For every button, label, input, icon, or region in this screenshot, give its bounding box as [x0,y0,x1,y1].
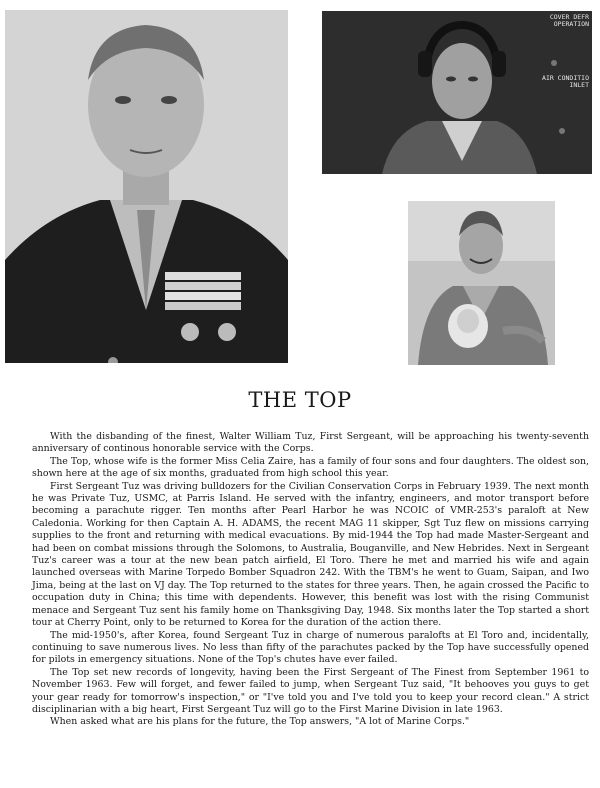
portrait-illustration [5,10,288,363]
article-paragraph: With the disbanding of the finest, Walter William Tuz, First Sergeant, will be approaching his twenty-seventh anniversary of continous honorable service with the Corps. [32,431,589,455]
article-paragraph: The mid-1950's, after Korea, found Sergeant Tuz in charge of numerous paralofts at El Toro and, incidentally, continuing to save numerous lives. No less than fifty of the parachutes packed by the Top have successfully opened for pilots in emergency situations. None of the Top's chutes have ever failed. [32,629,589,666]
father-and-child-photo [408,201,555,365]
article-paragraph: The Top, whose wife is the former Miss Celia Zaire, has a family of four sons and four daughters. The oldest son, shown here at the age of six months, graduated from high school this year. [32,455,589,480]
mechanic-photo [322,11,592,174]
stencil-label-top: COVER DEFR OPERATION [549,13,589,28]
mechanic-illustration [322,11,592,174]
article-body [32,431,589,729]
article-paragraph: When asked what are his plans for the future, the Top answers, "A lot of Marine Corps." [50,716,470,728]
portrait-photo [5,10,288,363]
article-paragraph: First Sergeant Tuz was driving bulldozers for the Civilian Conservation Corps in February 1939. The next month he was Private Tuz, USMC, at Parris Island. He served with the infantry, engineers, and motor transport before becoming a parachute rigger. Ten months after Pearl Harbor he was NCOIC of VMR-253's paraloft at New Caledonia. Working for then Captain A. H. ADAMS, the recent MAG 11 skipper, Sgt Tuz flew on missions carrying supplies to the front and returning with medical evacuations. By mid-1944 the Top had made Master-Sergeant and had been on combat missions through the Solomons, to Australia, Bouganville, and New Hebrides. Next in Sergeant Tuz's career was a tour at the new bean patch airfield, El Toro. There he met and married his wife and again launched overseas with Marine Torpedo Bomber Squadron 242. With the TBM's he went to Guam, Saipan, and Iwo Jima, being at the last on VJ day. The Top returned to the states for three years. Then, he again crossed the Pacific to occupation duty in China; this time with dependents. However, this benefit was lost with the rising Communist menace and Sergeant Tuz sent his family home on Thanksgiving Day, 1948. Six months later the Top started a short tour at Cherry Point, only to be returned to Korea for the duration of the action there. [32,480,589,629]
page-title: THE TOP [248,388,352,412]
father-and-child-illustration [408,201,555,365]
article-paragraph: The Top set new records of longevity, having been the First Sergeant of The Finest from September 1961 to November 1963. Few will forget, and fewer failed to jump, when Sergeant Tuz said, "It behooves you guys to get your gear ready for tomorrow's inspection," or "I've told you and I've told you to keep your record clean." A strict disciplinarian with a big heart, First Sergeant Tuz will go to the First Marine Division in late 1963. [32,666,589,715]
stencil-label-bottom: AIR CONDITIO INLET [542,74,589,89]
